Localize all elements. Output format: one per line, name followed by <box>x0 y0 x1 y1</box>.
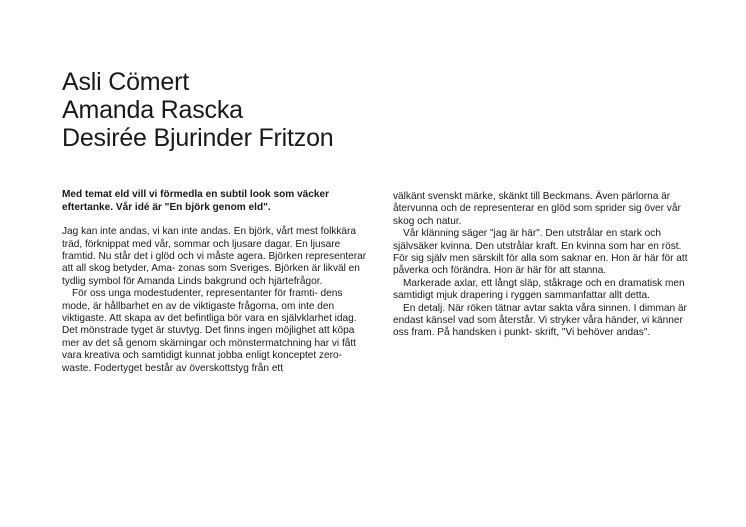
author-names <box>62 68 334 152</box>
body-paragraph: välkänt svenskt märke, skänkt till Beckmans. Även pärlorna är återvunna och de representerar en glöd som sprider sig över vår skog och natur. <box>393 191 681 227</box>
body-paragraph: En detalj. När röken tätnar avtar sakta våra sinnen. I dimman är endast känsel vad som återstår. Vi stryker våra händer, vi känner oss fram. På handsken i punkt- skrift, "Vi behöver andas". <box>393 302 687 339</box>
body-paragraph: För oss unga modestudenter, representanter för framti- dens mode, är hållbarhet en av de viktigaste frågorna, om inte den viktigaste. Att skapa av det befintliga bör vara en självklarhet idag. Det mönstrade tyget är stuvtyg. Det finns ingen möjlighet att köpa mer av det så genom skärningar och mönstermatchning har vi fått vara kreativa och samtidigt kunnat jobba enligt konceptet zero-waste. Fodertyget består av överskottstyg från ett <box>62 288 357 374</box>
body-paragraph: Jag kan inte andas, vi kan inte andas. En björk, vårt mest folkkära träd, förknippat med vår, sommar och ljusare dagar. En ljusare framtid. Nu står det i glöd och vi måste agera. Björken representerar att all skog betyder, Ama- zonas som Sveriges. Björken är likväl en tydlig symbol för Amanda Linds bakgrund och hjärtefrågor. <box>62 226 367 287</box>
author-name: Desirée Bjurinder Fritzon <box>62 124 334 152</box>
author-name: Amanda Rascka <box>62 96 243 124</box>
right-text-column <box>393 191 693 340</box>
body-paragraph: Vår klänning säger "jag är här". Den utstrålar en stark och självsäker kvinna. Den utstrålar kraft. En kvinna som har en röst. För sig själv men särskilt för alla som saknar en. Hon är här för att påverka och förändra. Hon är här för att stanna. <box>393 228 688 277</box>
author-name: Asli Cömert <box>62 68 189 96</box>
body-paragraph: Markerade axlar, ett långt släp, ståkrage och en dramatisk men samtidigt mjuk drapering i ryggen sammanfattar allt detta. <box>393 277 685 302</box>
left-text-column <box>62 189 367 375</box>
lead-paragraph: Med temat eld vill vi förmedla en subtil look som väcker eftertanke. Vår idé är "En björk genom eld". <box>62 189 330 213</box>
